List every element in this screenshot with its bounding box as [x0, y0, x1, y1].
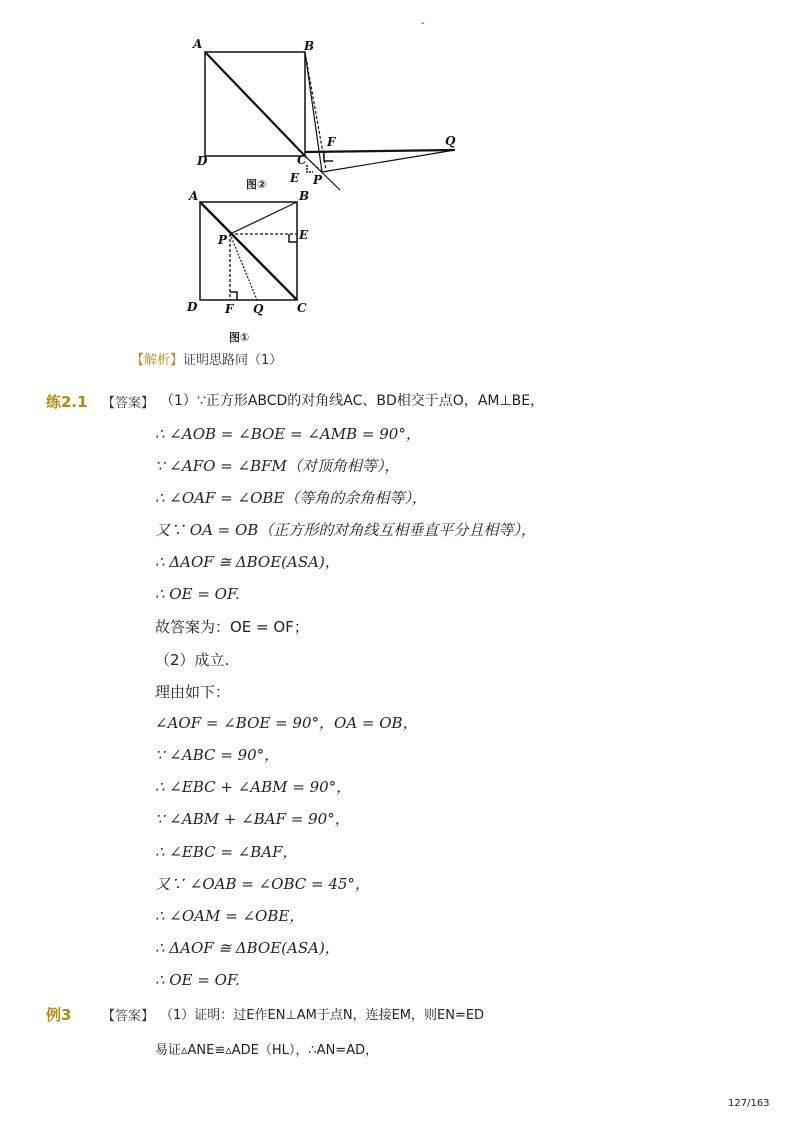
solution-line-19: ∴ OE = OF.	[155, 971, 240, 989]
label-C: C	[297, 153, 307, 167]
analysis-text: 证明思路同（1）	[183, 353, 283, 368]
label-Q: Q	[445, 134, 456, 148]
solution-line-4: ∴ ∠OAF = ∠OBE（等角的余角相等），	[155, 489, 427, 507]
label-B: B	[304, 39, 315, 53]
solution-line-12: ∵ ∠ABC = 90°，	[155, 746, 280, 764]
exercise-tag: 练2.1	[46, 393, 88, 411]
solution-line-11: ∠AOF = ∠BOE = 90°，OA = OB，	[155, 714, 418, 732]
answer-label: 【答案】	[102, 396, 155, 411]
page-number: 127/163	[728, 1098, 770, 1109]
analysis-line	[131, 349, 282, 368]
example-line-2: 易证▵ANE≌▵ADE（HL），∴AN=AD，	[155, 1043, 379, 1058]
solution-line-14: ∵ ∠ABM + ∠BAF = 90°，	[155, 810, 350, 828]
figure-2-caption: 图②	[246, 178, 267, 191]
solution-line-18: ∴ ΔAOF ≅ ΔBOE(ASA)，	[155, 939, 340, 957]
solution-line-1: （1）∵正方形ABCD的对角线AC、BD相交于点O，AM⊥BE，	[160, 393, 545, 409]
solution-line-16: 又∵ ∠OAB = ∠OBC = 45°，	[155, 875, 370, 893]
label-F: F	[225, 302, 234, 316]
solution-line-2: ∴ ∠AOB = ∠BOE = ∠AMB = 90°，	[155, 425, 421, 443]
solution-line-10: 理由如下：	[155, 683, 231, 701]
label-Q: Q	[253, 302, 264, 316]
analysis-bracket: 【解析】	[131, 353, 184, 368]
figure-1-diagram	[185, 190, 320, 325]
label-A: A	[193, 37, 203, 51]
solution-line-15: ∴ ∠EBC = ∠BAF，	[155, 843, 298, 861]
label-D: D	[187, 300, 198, 314]
example-line-1: （1）证明：过E作EN⊥AM于点N，连接EM，则EN=ED	[160, 1008, 485, 1023]
solution-line-17: ∴ ∠OAM = ∠OBE，	[155, 907, 305, 925]
label-F: F	[327, 135, 336, 149]
solution-line-3: ∵ ∠AFO = ∠BFM（对顶角相等），	[155, 457, 400, 475]
example-tag: 例3	[46, 1006, 72, 1024]
solution-line-6: ∴ ΔAOF ≅ ΔBOE(ASA)，	[155, 553, 340, 571]
label-B: B	[299, 190, 310, 203]
answer-label: 【答案】	[102, 1009, 155, 1024]
label-D: D	[197, 154, 208, 168]
top-mark: -	[421, 18, 425, 29]
solution-line-8: 故答案为：OE = OF；	[155, 618, 309, 636]
label-C: C	[297, 301, 307, 315]
label-E: E	[290, 171, 300, 185]
label-P: P	[313, 173, 323, 187]
solution-line-9: （2）成立.	[155, 651, 230, 669]
label-A: A	[189, 190, 199, 203]
label-E: E	[299, 228, 309, 242]
solution-line-13: ∴ ∠EBC + ∠ABM = 90°，	[155, 778, 352, 796]
figure-1-caption: 图①	[229, 331, 250, 344]
solution-line-7: ∴ OE = OF.	[155, 585, 240, 603]
solution-line-5: 又∵ OA = OB（正方形的对角线互相垂直平分且相等），	[155, 521, 536, 539]
label-P: P	[218, 233, 228, 247]
figure-2-diagram	[185, 30, 475, 195]
